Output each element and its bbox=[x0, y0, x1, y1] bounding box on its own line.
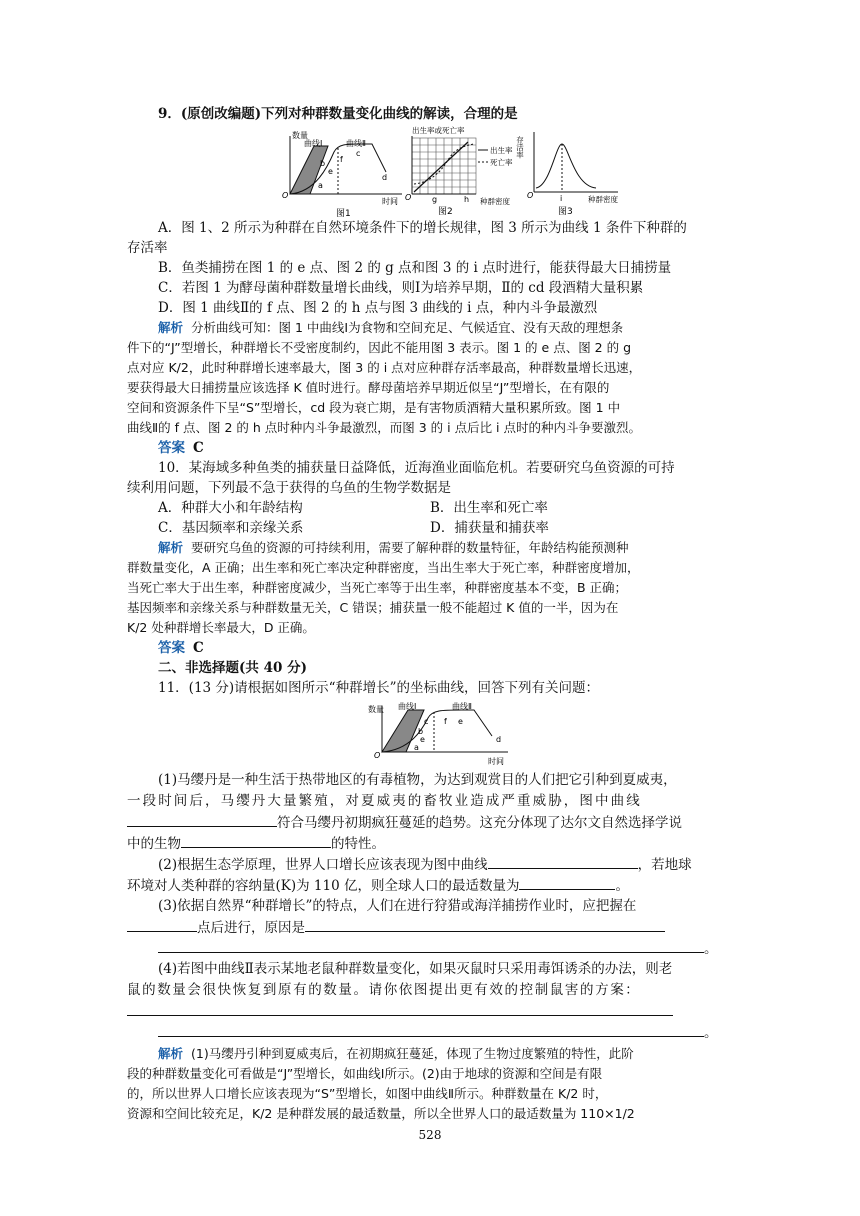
q11-fig-point-d: d bbox=[496, 735, 502, 744]
q11-part1: (1)马缨丹是一种生活于热带地区的有毒植物，为达到观赏目的人们把它引种到夏威夷， bbox=[158, 772, 677, 788]
q10-explanation-line: K/2 处种群增长率最大，D 正确。 bbox=[127, 620, 315, 635]
q11-part3: (3)依据自然界“种群增长”的特点，人们在进行狩猎或海洋捕捞作业时，应把握在 bbox=[158, 898, 637, 914]
fig2-origin: O bbox=[405, 193, 412, 202]
fig2-point-g: g bbox=[432, 195, 438, 204]
fig2-xlabel: 种群密度 bbox=[480, 197, 510, 206]
q10-option-c: C．基因频率和亲缘关系 bbox=[158, 520, 304, 536]
fig1-caption: 图1 bbox=[336, 209, 351, 219]
q9-stem: 9．(原创改编题)下列对种群数量变化曲线的解读，合理的是 bbox=[158, 106, 518, 122]
q10-option-a: A．种群大小和年龄结构 bbox=[158, 500, 303, 516]
answer-blank[interactable] bbox=[181, 833, 331, 848]
q11-fig-xlabel: 时间 bbox=[488, 757, 504, 766]
fig3-point-i: i bbox=[560, 194, 563, 203]
q11-explanation-line: 资源和空间比较充足，K/2 是种群发展的最适数量，所以全世界人口的最适数量为 110×1/2 bbox=[127, 1106, 635, 1121]
q11-part4-line2: 。 bbox=[158, 1022, 735, 1043]
q11-fig-curve2-label: 曲线Ⅱ bbox=[452, 702, 472, 711]
q10-option-d: D．捕获量和捕获率 bbox=[430, 520, 549, 536]
fig3-xlabel: 种群密度 bbox=[588, 195, 618, 204]
q9-explanation-line: 曲线Ⅱ的 f 点、图 2 的 h 点时种内斗争最激烈，而图 3 的 i 点后比 i 点时的种内斗争要激烈。 bbox=[127, 420, 642, 435]
fig3-caption: 图3 bbox=[558, 207, 573, 217]
fig3-origin: O bbox=[527, 191, 534, 200]
q11-part4: (4)若图中曲线Ⅱ表示某地老鼠种群数量变化，如果灭鼠时只采用毒饵诱杀的办法，则老 bbox=[158, 961, 673, 977]
q9-explanation-line: 解析 分析曲线可知：图 1 中曲线Ⅰ为食物和空间充足、气候适宜、没有天敌的理想条 bbox=[158, 320, 624, 335]
q11-part1-cont2: 中的生物 的特性。 bbox=[127, 833, 735, 854]
q9-figure-1 bbox=[276, 126, 408, 218]
fig2-legend-death: 死亡率 bbox=[490, 158, 513, 167]
fig2-point-h: h bbox=[464, 195, 470, 204]
fig1-curve2-label: 曲线Ⅱ bbox=[346, 139, 366, 148]
answer-blank[interactable] bbox=[127, 917, 197, 932]
q11-fig-point-f: f bbox=[444, 717, 447, 726]
fig1-point-f: f bbox=[340, 155, 343, 164]
q10-options-row2 bbox=[158, 518, 735, 538]
q10-explanation-line: 解析 要研究乌鱼的资源的可持续利用，需要了解种群的数量特征，年龄结构能预测种 bbox=[158, 540, 629, 555]
answer-blank[interactable] bbox=[127, 1001, 673, 1016]
q10-options-row1 bbox=[158, 498, 735, 518]
fig1-point-c: c bbox=[356, 149, 361, 158]
q11-fig-point-e-top: e bbox=[458, 717, 463, 726]
answer-blank[interactable] bbox=[127, 812, 277, 827]
fig1-origin: O bbox=[282, 191, 289, 200]
q11-fig-curve1-label: 曲线Ⅰ bbox=[398, 702, 417, 711]
q11-part2-cont: 环境对人类种群的容纳量(K)为 110 亿，则全球人口的最适数量为 。 bbox=[127, 875, 735, 896]
q10-option-b: B．出生率和死亡率 bbox=[430, 500, 548, 516]
q11-part1-blank-line: 符合马缨丹初期疯狂蔓延的趋势。这充分体现了达尔文自然选择学说 bbox=[127, 812, 735, 833]
q11-part2: (2)根据生态学原理，世界人口增长应该表现为图中曲线 ，若地球 bbox=[158, 854, 735, 875]
q11-fig-point-e: e bbox=[420, 735, 425, 744]
q11-part3-cont: 点后进行，原因是 bbox=[127, 917, 735, 938]
fig1-point-b: b bbox=[320, 159, 326, 168]
q9-answer: 答案 C bbox=[158, 440, 204, 456]
q9-explanation-line: 要获得最大日捕捞量应该选择 K 值时进行。酵母菌培养早期近似呈“J”型增长，在有限的 bbox=[127, 380, 610, 395]
q10-explanation-line: 群数量变化，A 正确；出生率和死亡率决定种群密度，当出生率大于死亡率，种群密度增加， bbox=[127, 560, 640, 575]
q11-explanation-line: 解析 (1)马缨丹引种到夏威夷后，在初期疯狂蔓延，体现了生物过度繁殖的特性，此阶 bbox=[158, 1046, 634, 1061]
q10-answer: 答案 C bbox=[158, 640, 204, 656]
q11-fig-point-b: b bbox=[418, 727, 424, 736]
page-number: 528 bbox=[418, 1128, 442, 1142]
answer-blank[interactable] bbox=[519, 875, 615, 890]
q11-figure bbox=[366, 700, 516, 768]
q10-stem: 10．某海域多种鱼类的捕获量日益降低，近海渔业面临危机。若要研究乌鱼资源的可持 bbox=[158, 460, 675, 476]
q9-figure-3 bbox=[515, 124, 622, 218]
q11-explanation-line: 的，所以世界人口增长应该表现为“S”型增长，如图中曲线Ⅱ所示。种群数量在 K/2 时， bbox=[127, 1086, 608, 1101]
q10-explanation-line: 基因频率和亲缘关系与种群数量无关，C 错误；捕获量一般不能超过 K 值的一半，因为在 bbox=[127, 600, 619, 615]
answer-blank[interactable] bbox=[488, 854, 638, 869]
fig3-survival-curve bbox=[536, 144, 596, 188]
q10-explanation-line: 当死亡率大于出生率，种群密度减少，当死亡率等于出生率，种群密度基本不变，B 正确； bbox=[127, 580, 628, 595]
fig1-ylabel: 数量 bbox=[292, 131, 308, 140]
q11-part1-cont: 一段时间后，马缨丹大量繁殖，对夏威夷的畜牧业造成严重威胁，图中曲线 bbox=[127, 793, 642, 809]
q11-part4-cont: 鼠的数量会很快恢复到原有的数量。请你依图提出更有效的控制鼠害的方案： bbox=[127, 982, 641, 998]
q9-option-c: C．若图 1 为酵母菌种群数量增长曲线，则Ⅰ为培养早期，Ⅱ的 cd 段酒精大量积累 bbox=[158, 280, 644, 296]
q11-fig-ylabel: 数量 bbox=[368, 705, 384, 714]
q9-option-b: B．鱼类捕捞在图 1 的 e 点、图 2 的 g 点和图 3 的 i 点时进行，能获得最大日捕捞量 bbox=[158, 260, 672, 276]
q9-explanation-line: 点对应 K/2，此时种群增长速率最大，图 3 的 i 点对应种群存活率最高，种群数量增长迅速， bbox=[127, 360, 642, 375]
fig1-curve1-label: 曲线Ⅰ bbox=[304, 139, 323, 148]
q9-option-d: D．图 1 曲线Ⅱ的 f 点、图 2 的 h 点与图 3 曲线的 i 点，种内斗争最激烈 bbox=[158, 300, 598, 316]
section-heading: 二、非选择题(共 40 分) bbox=[158, 660, 307, 676]
fig2-ylabel: 出生率或死亡率 bbox=[412, 126, 465, 135]
q11-part4-line1 bbox=[127, 1001, 735, 1022]
fig3-ylabel: 存活率 bbox=[515, 136, 525, 159]
answer-blank[interactable] bbox=[158, 1022, 704, 1037]
q11-fig-point-c: c bbox=[424, 717, 429, 726]
q10-stem-cont: 续利用问题，下列最不急于获得的乌鱼的生物学数据是 bbox=[127, 480, 451, 496]
fig2-caption: 图2 bbox=[438, 207, 453, 217]
q11-stem: 11．(13 分)请根据如图所示“种群增长”的坐标曲线，回答下列有关问题： bbox=[158, 680, 599, 696]
q11-explanation-line: 段的种群数量变化可看做是“J”型增长，如曲线Ⅰ所示。(2)由于地球的资源和空间是有限 bbox=[127, 1066, 603, 1081]
q9-option-a-cont: 存活率 bbox=[127, 240, 168, 256]
fig1-xlabel: 时间 bbox=[382, 197, 398, 206]
q9-option-a: A．图 1、2 所示为种群在自然环境条件下的增长规律，图 3 所示为曲线 1 条件下种群的 bbox=[158, 220, 687, 236]
fig1-point-d: d bbox=[382, 173, 388, 182]
q11-part3-line2: 。 bbox=[158, 938, 735, 959]
q9-explanation-line: 件下的“J”型增长，种群增长不受密度制约，因此不能用图 3 表示。图 1 的 e 点、图 2 的 g bbox=[127, 340, 631, 355]
fig1-point-e: e bbox=[328, 167, 333, 176]
q9-figure-2 bbox=[402, 124, 526, 218]
q11-fig-point-a: a bbox=[414, 743, 419, 752]
q11-fig-origin: O bbox=[374, 751, 381, 760]
answer-blank[interactable] bbox=[305, 917, 665, 932]
q9-explanation-line: 空间和资源条件下呈“S”型增长，cd 段为衰亡期，是有害物质酒精大量积累所致。图 1 中 bbox=[127, 400, 621, 415]
fig1-point-a: a bbox=[318, 181, 323, 190]
fig2-legend-birth: 出生率 bbox=[490, 146, 513, 155]
answer-blank[interactable] bbox=[158, 938, 704, 953]
